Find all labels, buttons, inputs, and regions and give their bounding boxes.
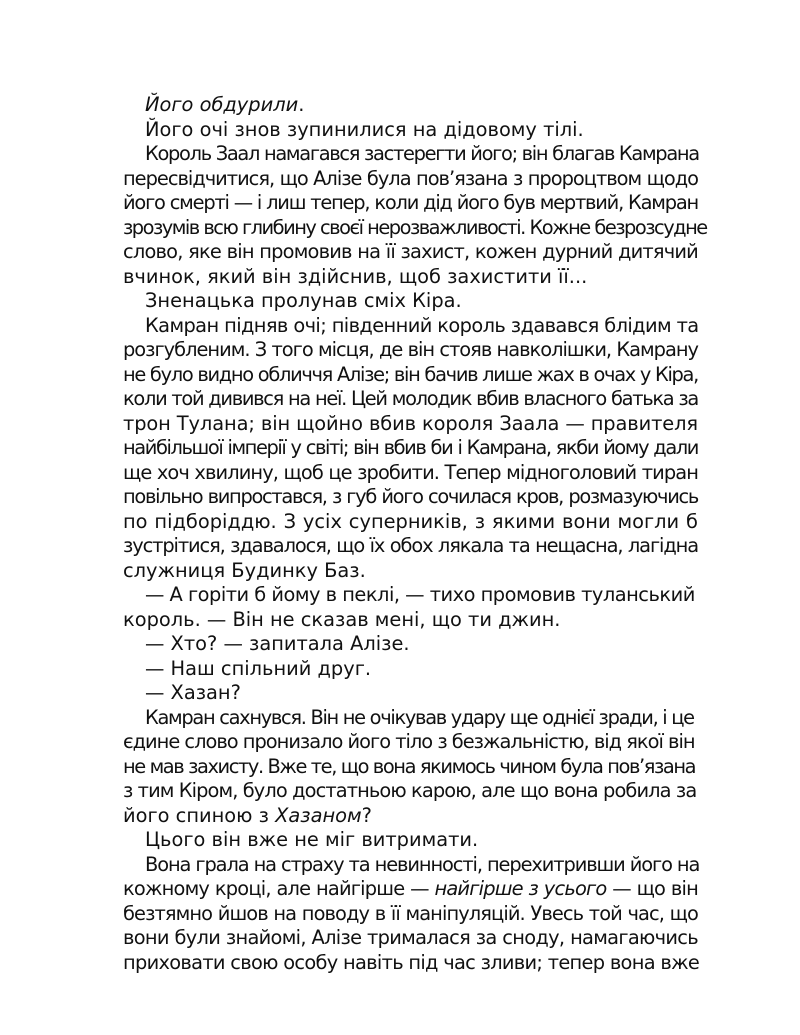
text-segment: Цього він вже не міг витримати. — [145, 828, 479, 851]
text-segment: безтямно йшов на поводу в її маніпуляцій. Увесь той час, що — [123, 901, 698, 925]
text-segment: його смерті — і лиш тепер, коли дід його був мертвий, Камран — [123, 191, 698, 214]
text-segment: приховати свою особу навіть під час зливи; тепер вона вже — [123, 950, 700, 974]
italic-text: найгірше з усього — [434, 877, 607, 900]
text-line — [123, 289, 698, 314]
text-line — [123, 167, 698, 192]
text-line — [123, 730, 698, 755]
text-line — [123, 632, 698, 657]
text-line — [123, 510, 698, 535]
text-segment: — Наш спільний друг. — [145, 656, 372, 680]
text-line — [123, 583, 698, 608]
text-line — [123, 142, 698, 167]
text-segment: — що він — [606, 877, 698, 900]
text-line — [123, 215, 707, 241]
text-line — [123, 338, 698, 363]
text-line — [123, 779, 698, 804]
text-line — [123, 363, 698, 388]
text-segment: зрозумів всю глибину своєї нерозважливості. Кожне безрозсудне — [123, 215, 707, 239]
text-segment: — А горіти б йому в пеклі, — тихо промовив туланський — [145, 583, 695, 606]
text-segment: слово, яке він промовив на її захист, кожен дурний дитячий — [123, 240, 698, 263]
text-line — [123, 657, 698, 682]
text-segment: ? — [361, 803, 372, 827]
text-line — [123, 387, 698, 412]
text-segment: по підборіддю. З усіх суперників, з якими вони могли б — [123, 509, 698, 533]
italic-text: Його обдурили — [145, 93, 299, 116]
text-segment: вчинок, який він здійснив, щоб захистити її... — [123, 264, 588, 288]
text-segment: Його очі знов зупинилися на дідовому тілі. — [145, 117, 584, 141]
text-segment: — Хто? — запитала Алізе. — [145, 632, 410, 655]
text-segment: кожному кроці, але найгірше — — [123, 877, 435, 900]
text-segment: не мав захисту. Вже те, що вона якимось чином була пов’язана — [123, 754, 696, 778]
text-line — [123, 412, 698, 437]
text-line — [123, 804, 698, 829]
text-segment: зустрітися, здавалося, що їх обох лякала та нещасна, лагідна — [123, 534, 698, 557]
text-line — [123, 681, 698, 706]
text-line — [123, 706, 698, 731]
text-segment: розгубленим. З того місця, де він стояв навколішки, Камрану — [123, 338, 698, 361]
text-segment: — Хазан? — [145, 681, 241, 704]
text-segment: його спиною з — [123, 803, 276, 827]
text-segment: ще хоч хвилину, щоб це зробити. Тепер мідноголовий тиран — [123, 460, 698, 484]
text-line — [123, 877, 698, 902]
text-line — [123, 853, 698, 878]
text-line — [123, 534, 698, 559]
text-line — [123, 118, 698, 143]
text-segment: Зненацька пролунав сміх Кіра. — [145, 289, 462, 312]
text-segment: . — [298, 93, 305, 116]
text-line — [123, 191, 698, 216]
text-segment: не було видно обличчя Алізе; він бачив лише жах в очах у Кіра, — [123, 362, 698, 386]
text-segment: найбільшої імперії у світі; він вбив би і Камрана, якби йому дали — [123, 436, 698, 459]
text-line — [123, 828, 698, 853]
text-segment: Король Заал намагався застерегти його; він благав Камрана — [145, 142, 699, 165]
text-line — [123, 559, 698, 584]
text-line — [123, 93, 698, 118]
text-line — [123, 436, 698, 461]
text-segment: єдине слово пронизало його тіло з безжальністю, від якої він — [123, 730, 695, 753]
text-segment: повільно випростався, з губ його сочилася кров, розмазуючись — [123, 485, 698, 508]
italic-text: Хазаном — [275, 803, 362, 827]
text-line — [123, 902, 698, 927]
text-segment: пересвідчитися, що Алізе була пов’язана з пророцтвом щодо — [123, 166, 698, 190]
text-segment: трон Тулана; він щойно вбив короля Заала — правителя — [123, 411, 698, 435]
text-line — [123, 314, 698, 339]
text-segment: з тим Кіром, було достатньою карою, але що вона робила за — [123, 779, 697, 802]
text-line — [123, 755, 698, 780]
text-segment: король. — Він не сказав мені, що ти джин. — [123, 607, 561, 631]
text-segment: Вона грала на страху та невинності, перехитривши його на — [145, 852, 700, 876]
book-page-text — [123, 93, 707, 975]
text-segment: вони були знайомі, Алізе трималася за сноду, намагаючись — [123, 926, 698, 949]
text-line — [123, 240, 698, 265]
text-line — [123, 951, 698, 976]
text-segment: Камран підняв очі; південний король здавався блідим та — [145, 313, 699, 337]
text-segment: служниця Будинку Баз. — [123, 558, 366, 582]
text-line — [123, 485, 698, 510]
text-line — [123, 608, 698, 633]
text-segment: Камран сахнувся. Він не очікував удару ще однієї зради, і це — [145, 705, 694, 729]
text-line — [123, 926, 698, 951]
text-line — [123, 461, 698, 486]
text-segment: коли той дивився на неї. Цей молодик вбив власного батька за — [123, 387, 698, 410]
text-line — [123, 265, 698, 290]
